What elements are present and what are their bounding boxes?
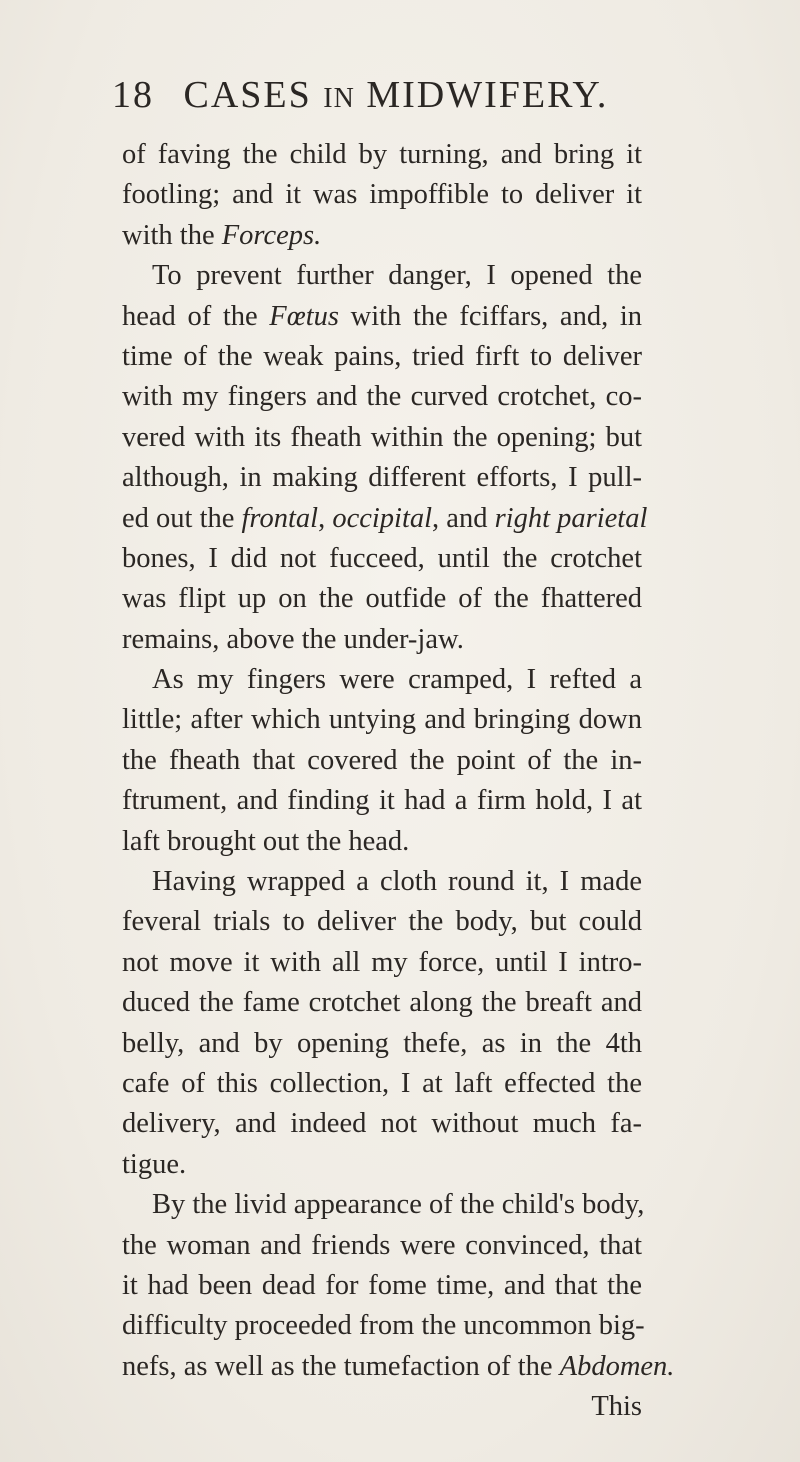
text-line: [122, 539, 642, 579]
text-line: [122, 1024, 642, 1064]
header-title-cases: CASES: [183, 74, 312, 116]
text-run: bones, I did not fucceed, until the crotchet: [122, 542, 642, 574]
text-run: footling; and it was impoffible to deliver it: [122, 179, 642, 211]
text-line: [122, 135, 642, 175]
text-line: [122, 337, 642, 377]
text-run: ftrument, and finding it had a firm hold, I at: [122, 785, 642, 817]
text-line: [122, 741, 642, 781]
text-line: [122, 943, 642, 983]
text-line: [122, 1145, 642, 1185]
text-run: although, in making different efforts, I pull-: [122, 462, 642, 494]
text-run: delivery, and indeed not without much fa-: [122, 1108, 642, 1140]
text-line: [122, 175, 642, 215]
text-run: nefs, as well as the tumefaction of the: [122, 1350, 560, 1382]
text-run: time of the weak pains, tried firft to deliver: [122, 340, 642, 372]
text-line: [122, 377, 642, 417]
text-line: [122, 862, 642, 902]
text-line: [122, 1185, 645, 1225]
italic-term: occipital: [332, 502, 433, 534]
text-line: [122, 700, 642, 740]
text-run: By the livid appearance of the child's body,: [152, 1189, 645, 1221]
text-line: [122, 1306, 645, 1346]
text-run: vered with its fheath within the opening; but: [122, 421, 642, 453]
italic-term: Abdomen.: [559, 1350, 675, 1382]
text-run: laft brought out the head.: [122, 825, 410, 857]
text-line: [122, 256, 642, 296]
text-line: [122, 499, 648, 539]
text-line: [122, 579, 642, 619]
text-run: feveral trials to deliver the body, but could: [122, 906, 642, 938]
text-run: tigue.: [122, 1148, 187, 1180]
text-line: [122, 902, 642, 942]
text-line: [122, 418, 642, 458]
text-run: not move it with all my force, until I intro-: [122, 946, 642, 978]
text-run: of faving the child by turning, and bring it: [122, 139, 642, 170]
text-run: was flipt up on the outfide of the fhattered: [122, 583, 642, 615]
text-run: remains, above the under-jaw.: [122, 623, 464, 655]
header-title-midwifery: MIDWIFERY.: [366, 74, 609, 116]
page-number: 18: [112, 74, 154, 116]
text-run: duced the fame crotchet along the breaft and: [122, 987, 642, 1019]
text-line: [122, 1266, 642, 1306]
text-line: [122, 1104, 642, 1144]
text-run: ed out the: [122, 502, 242, 534]
text-run: , and: [432, 502, 495, 534]
text-line: [122, 620, 642, 660]
text-run: cafe of this collection, I at laft effected the: [122, 1067, 642, 1099]
text-run: This: [591, 1391, 642, 1423]
text-line: [122, 1226, 642, 1266]
text-run: belly, and by opening thefe, as in the 4th: [122, 1027, 642, 1059]
text-line: [122, 660, 642, 700]
text-line: [122, 822, 642, 862]
text-line: [122, 1387, 642, 1427]
text-line: [122, 1064, 642, 1104]
header-title-in: IN: [323, 83, 355, 114]
italic-term: Forceps.: [221, 219, 322, 251]
text-line: [122, 983, 642, 1023]
text-run: with the: [122, 219, 222, 251]
text-run: little; after which untying and bringing down: [122, 704, 642, 736]
text-line: [122, 1347, 675, 1387]
text-line: [122, 297, 642, 337]
text-run: with the fciffars, and, in: [338, 300, 643, 332]
text-line: [122, 216, 642, 256]
text-run: with my fingers and the curved crotchet, co-: [122, 381, 642, 413]
italic-term: right parietal: [494, 502, 648, 534]
text-run: head of the: [122, 300, 270, 332]
text-run: the woman and friends were convinced, that: [122, 1229, 642, 1261]
text-run: it had been dead for fome time, and that the: [122, 1269, 642, 1301]
body-text: [122, 135, 675, 1428]
text-run: difficulty proceeded from the uncommon big-: [122, 1310, 645, 1342]
italic-term: Fœtus: [269, 300, 339, 332]
text-run: ,: [318, 502, 333, 534]
text-run: As my fingers were cramped, I refted a: [152, 664, 642, 696]
text-run: To prevent further danger, I opened the: [152, 260, 642, 292]
text-line: [122, 781, 642, 821]
running-header: [112, 70, 712, 120]
italic-term: frontal: [241, 502, 319, 534]
text-run: Having wrapped a cloth round it, I made: [152, 866, 642, 898]
text-run: the fheath that covered the point of the in-: [122, 744, 642, 776]
text-line: [122, 458, 642, 498]
